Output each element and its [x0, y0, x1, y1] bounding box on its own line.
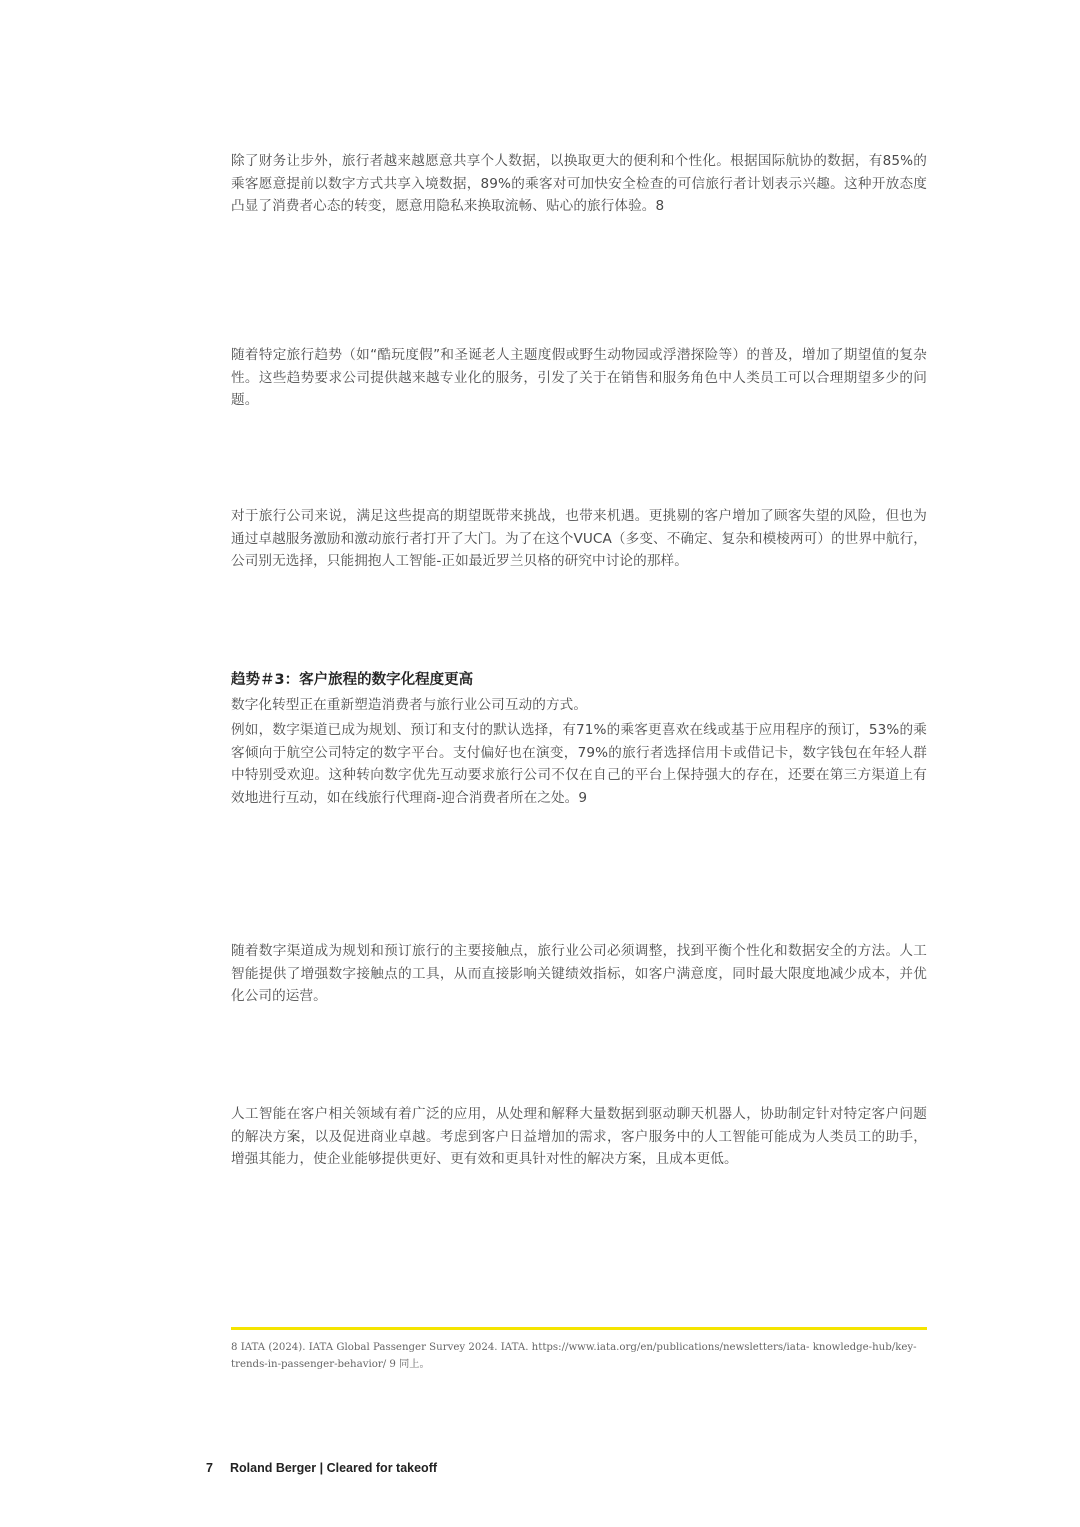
section-heading-trend-3: 趋势＃3：客户旅程的数字化程度更高	[231, 672, 474, 688]
paragraph-privacy-data: 除了财务让步外，旅行者越来越愿意共享个人数据，以换取更大的便利和个性化。根据国际航协的数据，有85%的乘客愿意提前以数字方式共享入境数据，89%的乘客对可加快安全检查的可信旅行者计划表示兴趣。这种开放态度凸显了消费者心态的转变，愿意用隐私来换取流畅、贴心的旅行体验。8	[231, 153, 927, 214]
paragraph-travel-trends: 随着特定旅行趋势（如“酷玩度假”和圣诞老人主题度假或野生动物园或浮潜探险等）的普及，增加了期望值的复杂性。这些趋势要求公司提供越来越专业化的服务，引发了关于在销售和服务角色中人类员工可以合理期望多少的问题。	[231, 347, 927, 408]
footnote-reference: 8 IATA (2024). IATA Global Passenger Survey 2024. IATA. https://www.iata.org/en/publications/newsletters/iata- knowledge-hub/key-trends-in-passenger-behavior/ 9 同上。	[231, 1342, 917, 1370]
paragraph-digital-transformation: 数字化转型正在重新塑造消费者与旅行业公司互动的方式。	[231, 697, 588, 713]
page-footer	[206, 1461, 437, 1475]
paragraph-touchpoints: 随着数字渠道成为规划和预订旅行的主要接触点，旅行业公司必须调整，找到平衡个性化和数据安全的方法。人工智能提供了增强数字接触点的工具，从而直接影响关键绩效指标，如客户满意度，同时最大限度地减少成本，并优化公司的运营。	[231, 943, 927, 1004]
footnote-divider	[231, 1327, 927, 1330]
footer-publication: Roland Berger | Cleared for takeoff	[230, 1461, 438, 1475]
paragraph-ai-applications: 人工智能在客户相关领域有着广泛的应用，从处理和解释大量数据到驱动聊天机器人，协助制定针对特定客户问题的解决方案，以及促进商业卓越。考虑到客户日益增加的需求，客户服务中的人工智能可能成为人类员工的助手，增强其能力，使企业能够提供更好、更有效和更具针对性的解决方案，且成本更低。	[231, 1106, 927, 1167]
paragraph-challenges-opportunities: 对于旅行公司来说，满足这些提高的期望既带来挑战，也带来机遇。更挑剔的客户增加了顾客失望的风险，但也为通过卓越服务激励和激动旅行者打开了大门。为了在这个VUCA（多变、不确定、复杂和模棱两可）的世界中航行，公司别无选择，只能拥抱人工智能-正如最近罗兰贝格的研究中讨论的那样。	[231, 508, 927, 569]
page-number: 7	[206, 1461, 213, 1475]
paragraph-digital-channels: 例如，数字渠道已成为规划、预订和支付的默认选择，有71%的乘客更喜欢在线或基于应用程序的预订，53%的乘客倾向于航空公司特定的数字平台。支付偏好也在演变，79%的旅行者选择信用卡或借记卡，数字钱包在年轻人群中特别受欢迎。这种转向数字优先互动要求旅行公司不仅在自己的平台上保持强大的存在，还要在第三方渠道上有效地进行互动，如在线旅行代理商-迎合消费者所在之处。9	[231, 722, 927, 806]
